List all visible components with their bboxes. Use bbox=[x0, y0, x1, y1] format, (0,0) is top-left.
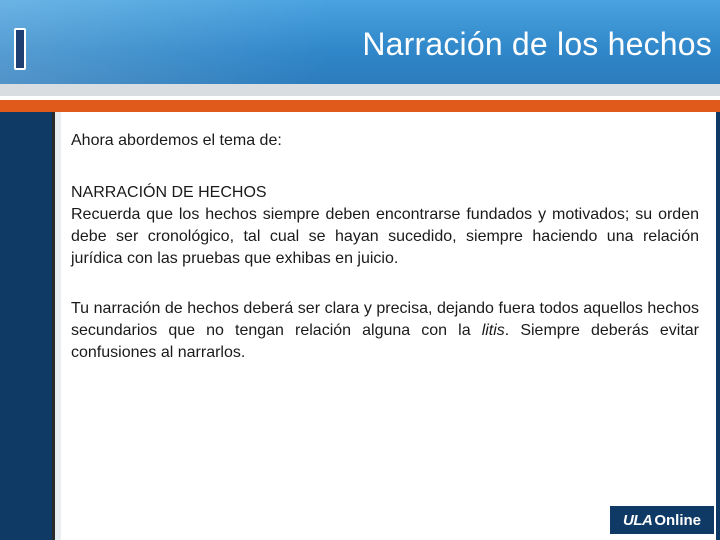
right-edge-band bbox=[716, 112, 720, 540]
paragraph-2 bbox=[71, 298, 699, 364]
paragraph-2-text: Tu narración de hechos deberá ser clara y precisa, dejando fuera todos aquellos hechos secundarios que no tengan relación alguna con la bbox=[71, 300, 699, 339]
section-heading: NARRACIÓN DE HECHOS bbox=[71, 184, 267, 201]
page-title: Narración de los hechos bbox=[362, 26, 712, 62]
logo-part-online: Online bbox=[654, 511, 701, 529]
paragraph-1: Recuerda que los hechos siempre deben encontrarse fundados y motivados; su orden debe ser cronológico, tal cual se hayan sucedido, siempre haciendo una relación jurídica con las pruebas que exhibas en juicio. bbox=[71, 206, 699, 267]
header-shade bbox=[0, 0, 330, 96]
paragraph-2-end: . Siempre deberás evitar confusiones al narrarlos. bbox=[71, 322, 700, 361]
orange-divider bbox=[0, 100, 720, 112]
slide-content bbox=[71, 130, 699, 364]
header-gray-strip bbox=[0, 84, 720, 96]
ula-online-logo bbox=[610, 506, 714, 534]
header-marker-icon bbox=[14, 28, 26, 70]
left-navy-band bbox=[0, 112, 52, 540]
header-band bbox=[0, 0, 720, 96]
intro-text: Ahora abordemos el tema de: bbox=[71, 132, 282, 149]
left-light-band bbox=[55, 112, 61, 540]
paragraph-2-italic: litis bbox=[481, 322, 505, 339]
logo-part-ula: ULA bbox=[623, 511, 653, 529]
